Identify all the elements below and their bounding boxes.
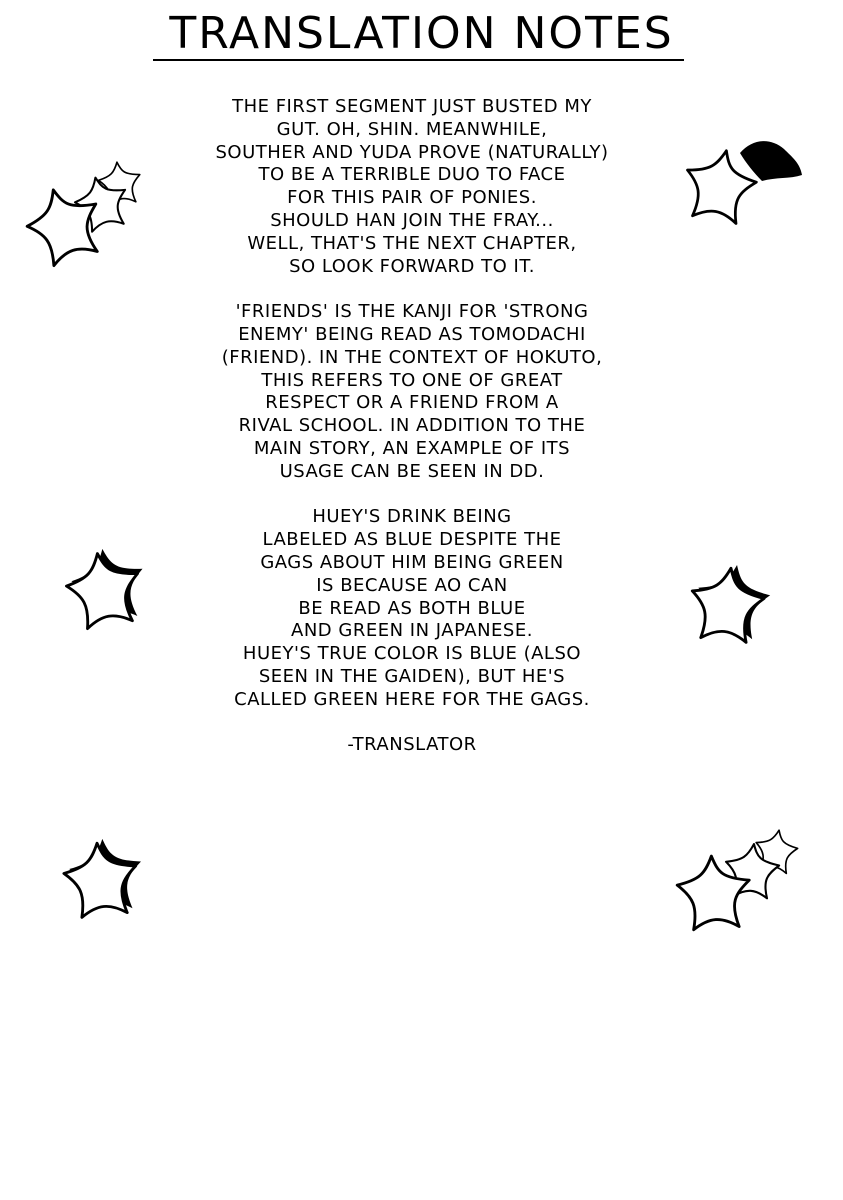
note-line: SHOULD HAN JOIN THE FRAY... (270, 209, 554, 231)
star-icon (61, 839, 140, 918)
note-line: HUEY'S DRINK BEING (312, 506, 512, 528)
translation-notes-body (160, 96, 664, 757)
star-cluster-top-left (20, 160, 145, 270)
note-paragraph-2 (160, 301, 664, 483)
translator-signature: -TRANSLATOR (347, 734, 477, 756)
note-line: ENEMY' BEING READ AS TOMODACHI (238, 323, 586, 345)
star-middle-left (58, 545, 148, 635)
note-line: GUT. OH, SHIN. MEANWHILE, (276, 118, 548, 140)
note-line: BE READ AS BOTH BLUE (298, 597, 526, 619)
note-line: 'FRIENDS' IS THE KANJI FOR 'STRONG (235, 301, 589, 323)
note-line: IS BECAUSE AO CAN (316, 574, 508, 596)
star-cluster-bottom-right (672, 828, 802, 938)
note-line: AND GREEN IN JAPANESE. (291, 620, 533, 642)
note-line: USAGE CAN BE SEEN IN DD. (279, 460, 545, 482)
note-line: WELL, THAT'S THE NEXT CHAPTER, (247, 232, 577, 254)
note-line: (FRIEND). IN THE CONTEXT OF HOKUTO, (221, 346, 603, 368)
note-line: SO LOOK FORWARD TO IT. (289, 255, 535, 277)
note-line: TO BE A TERRIBLE DUO TO FACE (258, 164, 566, 186)
note-line: THE FIRST SEGMENT JUST BUSTED MY (232, 96, 592, 117)
note-line: THIS REFERS TO ONE OF GREAT (261, 369, 563, 391)
note-line: LABELED AS BLUE DESPITE THE (262, 529, 562, 551)
note-paragraph-3 (160, 506, 664, 711)
note-line: GAGS ABOUT HIM BEING GREEN (260, 551, 564, 573)
note-line: MAIN STORY, AN EXAMPLE OF ITS (253, 437, 571, 459)
page-title: TRANSLATION NOTES (169, 8, 674, 59)
star-middle-right (683, 560, 773, 650)
note-line: FOR THIS PAIR OF PONIES. (287, 187, 537, 209)
note-line: RIVAL SCHOOL. IN ADDITION TO THE (238, 415, 586, 437)
star-shooting-top-right (680, 135, 805, 235)
star-icon (688, 564, 767, 643)
note-line: SEEN IN THE GAIDEN), BUT HE'S (258, 665, 566, 687)
note-line: CALLED GREEN HERE FOR THE GAGS. (234, 688, 590, 710)
note-paragraph-1 (160, 96, 664, 278)
note-line: SOUTHER AND YUDA PROVE (NATURALLY) (215, 141, 609, 163)
star-lower-left (55, 835, 145, 925)
note-line: RESPECT OR A FRIEND FROM A (265, 392, 559, 414)
note-line: HUEY'S TRUE COLOR IS BLUE (ALSO (242, 643, 582, 665)
title-underline (153, 59, 684, 61)
